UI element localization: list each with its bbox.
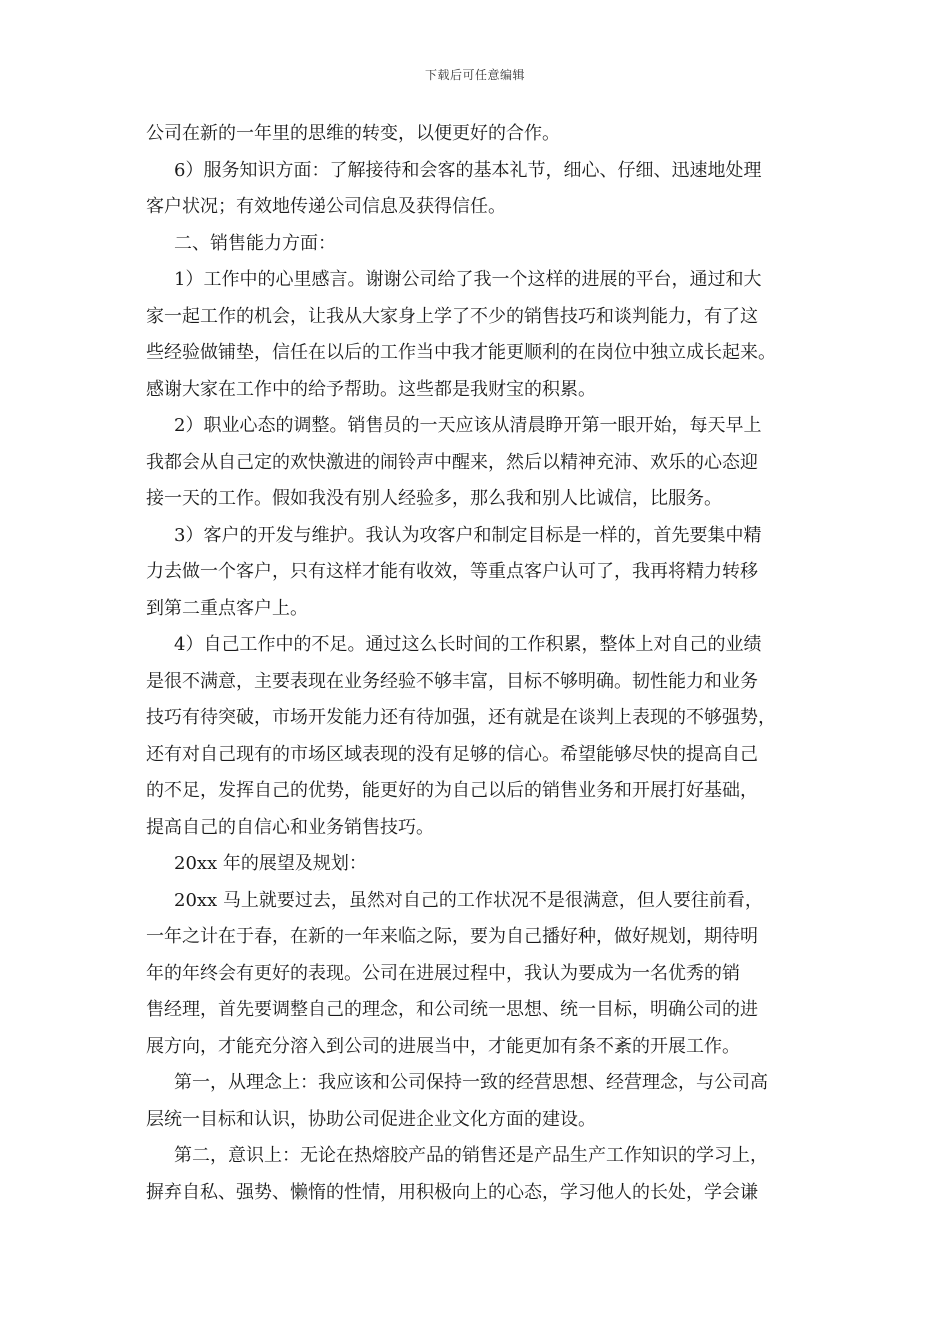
text-line: 接一天的工作。假如我没有别人经验多，那么我和别人比诚信，比服务。	[146, 488, 722, 509]
text-line: 展方向，才能充分溶入到公司的进展当中，才能更加有条不紊的开展工作。	[146, 1035, 740, 1057]
text-line: 技巧有待突破，市场开发能力还有待加强，还有就是在谈判上表现的不够强势，	[146, 707, 776, 728]
text-line: 些经验做铺垫，信任在以后的工作当中我才能更顺利的在岗位中独立成长起来。	[146, 342, 776, 363]
text-line: 2）职业心态的调整。销售员的一天应该从清晨睁开第一眼开始，每天早上	[174, 415, 762, 436]
text-line: 第一，从理念上：我应该和公司保持一致的经营思想、经营理念，与公司高	[174, 1072, 768, 1093]
text-line: 20xx 年的展望及规划：	[174, 853, 367, 874]
text-line: 年的年终会有更好的表现。公司在进展过程中，我认为要成为一名优秀的销	[146, 962, 740, 984]
text-line: 家一起工作的机会，让我从大家身上学了不少的销售技巧和谈判能力，有了这	[146, 305, 758, 327]
document-body	[146, 116, 814, 1211]
text-line: 感谢大家在工作中的给予帮助。这些都是我财宝的积累。	[146, 378, 596, 400]
text-line: 是很不满意，主要表现在业务经验不够丰富，目标不够明确。韧性能力和业务	[146, 670, 758, 692]
text-line: 还有对自己现有的市场区域表现的没有足够的信心。希望能够尽快的提高自己	[146, 743, 758, 765]
text-line: 到第二重点客户上。	[146, 597, 308, 619]
text-line: 摒弃自私、强势、懒惰的性情，用积极向上的心态，学习他人的长处，学会谦	[146, 1181, 758, 1203]
text-line: 1）工作中的心里感言。谢谢公司给了我一个这样的进展的平台，通过和大	[174, 269, 762, 290]
text-line: 公司在新的一年里的思维的转变，以便更好的合作。	[146, 123, 560, 144]
text-line: 6）服务知识方面：了解接待和会客的基本礼节，细心、仔细、迅速地处理	[174, 159, 762, 181]
text-line: 层统一目标和认识，协助公司促进企业文化方面的建设。	[146, 1108, 596, 1130]
text-line: 我都会从自己定的欢快激进的闹铃声中醒来，然后以精神充沛、欢乐的心态迎	[146, 451, 758, 473]
text-line: 售经理，首先要调整自己的理念，和公司统一思想、统一目标，明确公司的进	[146, 999, 758, 1020]
text-line: 20xx 马上就要过去，虽然对自己的工作状况不是很满意，但人要往前看，	[174, 889, 763, 911]
text-line: 提高自己的自信心和业务销售技巧。	[146, 816, 434, 838]
page-header-note: 下载后可任意编辑	[424, 68, 525, 82]
text-line: 的不足，发挥自己的优势，能更好的为自己以后的销售业务和开展打好基础，	[146, 780, 758, 801]
text-line: 3）客户的开发与维护。我认为攻客户和制定目标是一样的，首先要集中精	[174, 524, 762, 546]
text-line: 4）自己工作中的不足。通过这么长时间的工作积累，整体上对自己的业绩	[174, 634, 762, 655]
text-line: 一年之计在于春，在新的一年来临之际，要为自己播好种，做好规划，期待明	[146, 926, 758, 947]
text-line: 二、销售能力方面：	[174, 232, 336, 254]
text-line: 第二，意识上：无论在热熔胶产品的销售还是产品生产工作知识的学习上，	[174, 1145, 768, 1166]
text-line: 力去做一个客户，只有这样才能有收效，等重点客户认可了，我再将精力转移	[146, 561, 758, 582]
text-line: 客户状况；有效地传递公司信息及获得信任。	[146, 196, 506, 217]
